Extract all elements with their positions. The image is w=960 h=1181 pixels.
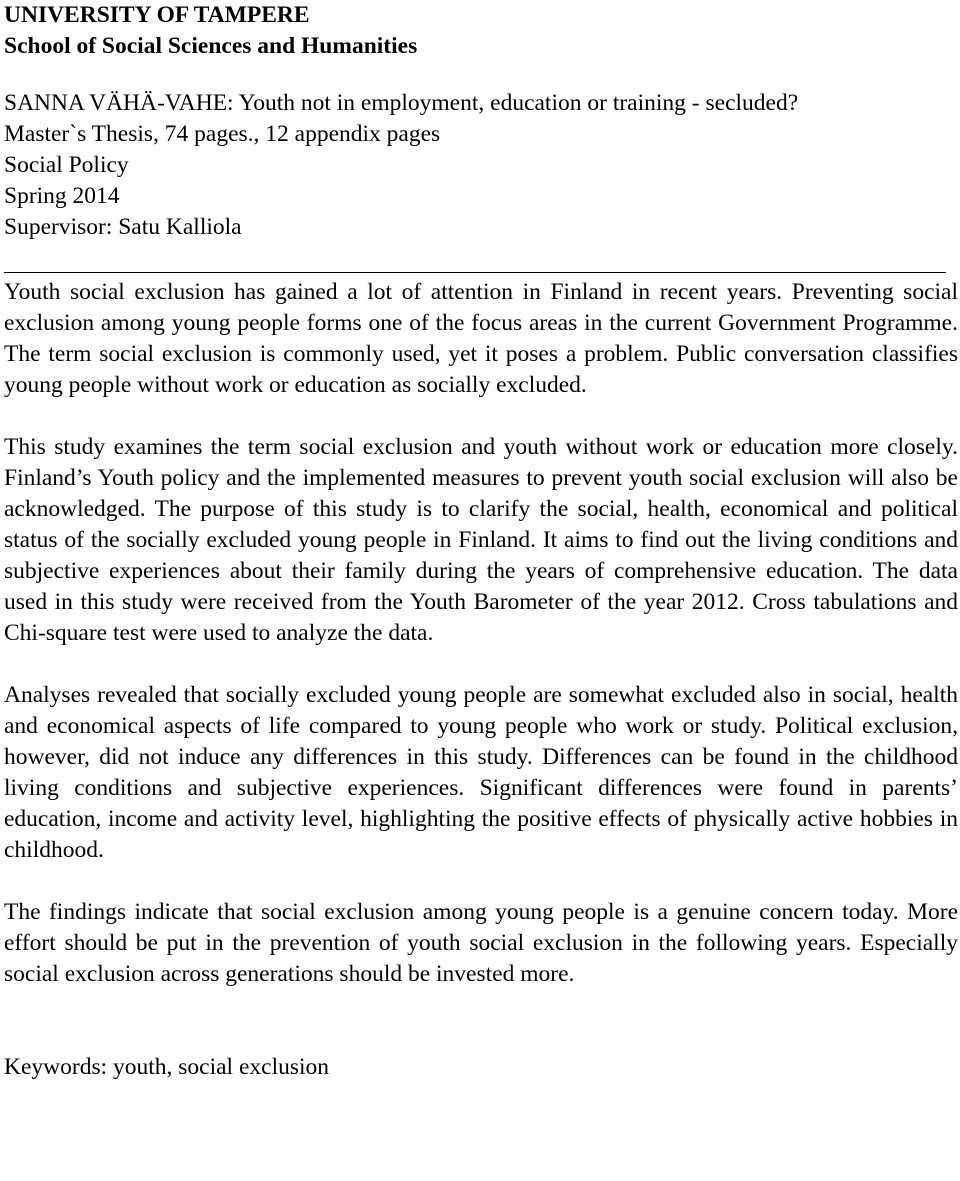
keywords: Keywords: youth, social exclusion xyxy=(4,1054,330,1080)
abstract-paragraph-4: The findings indicate that social exclusion among young people is a genuine concern today. More effort should be put in the prevention of youth social exclusion in the following years. Especially social exclusion across generations should be invested more. xyxy=(4,899,958,987)
abstract-paragraph-3: Analyses revealed that socially excluded young people are somewhat excluded also in social, health and economical aspects of life compared to young people who work or study. Political exclusion, however, did not induce any differences in this study. Differences can be found in the childhood living conditions and subjective experiences. Significant differences were found in parents’ education, income and activity level, highlighting the positive effects of physically active hobbies in childhood. xyxy=(4,682,958,863)
thesis-metadata xyxy=(4,88,958,243)
school-name: School of Social Sciences and Humanities xyxy=(4,33,418,59)
supervisor: Supervisor: Satu Kalliola xyxy=(4,214,242,240)
author-and-title: SANNA VÄHÄ-VAHE: Youth not in employment, education or training - secluded? xyxy=(4,90,799,116)
term: Spring 2014 xyxy=(4,183,120,209)
university-name: UNIVERSITY OF TAMPERE xyxy=(4,2,310,28)
abstract-page xyxy=(4,0,958,1083)
separator-rule xyxy=(4,272,946,273)
abstract-paragraph-2: This study examines the term social exclusion and youth without work or education more closely. Finland’s Youth policy and the implemented measures to prevent youth social exclusion will also be acknowledged. The purpose of this study is to clarify the social, health, economical and political status of the socially excluded young people in Finland. It aims to find out the living conditions and subjective experiences about their family during the years of comprehensive education. The data used in this study were received from the Youth Barometer of the year 2012. Cross tabulations and Chi-square test were used to analyze the data. xyxy=(4,434,958,646)
thesis-info: Master`s Thesis, 74 pages., 12 appendix pages xyxy=(4,121,441,147)
abstract-paragraph-1: Youth social exclusion has gained a lot of attention in Finland in recent years. Preventing social exclusion among young people forms one of the focus areas in the current Government Programme. The term social exclusion is commonly used, yet it poses a problem. Public conversation classifies young people without work or education as socially excluded. xyxy=(4,279,958,398)
subject: Social Policy xyxy=(4,152,129,178)
